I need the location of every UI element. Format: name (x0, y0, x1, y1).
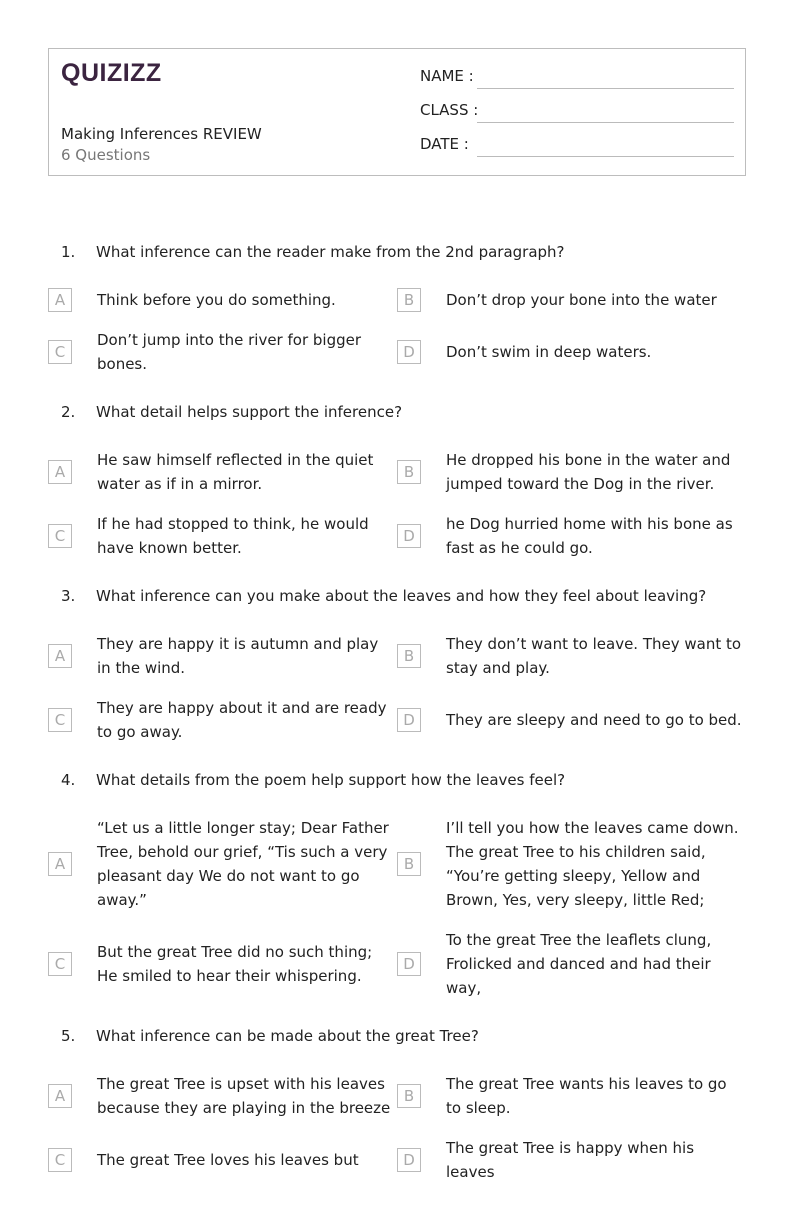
option-row (48, 816, 746, 912)
option-letter-box: C (48, 952, 72, 976)
option-text: He dropped his bone in the water and jumped toward the Dog in the river. (446, 451, 731, 493)
option-row (48, 696, 746, 744)
option-letter-box: B (397, 852, 421, 876)
option-row (48, 288, 746, 312)
date-field[interactable] (420, 135, 734, 157)
answer-option[interactable] (48, 448, 397, 496)
option-letter-box: B (397, 644, 421, 668)
name-field[interactable] (420, 67, 734, 89)
option-letter-box: B (397, 1084, 421, 1108)
worksheet-title: Making Inferences REVIEW (61, 125, 262, 143)
option-letter-box: A (48, 1084, 72, 1108)
question (48, 1024, 746, 1048)
option-row (48, 448, 746, 496)
option-letter-box: A (48, 288, 72, 312)
date-line (477, 156, 734, 157)
question (48, 768, 746, 792)
answer-option[interactable] (397, 448, 746, 496)
option-letter-box: D (397, 524, 421, 548)
date-label: DATE : (420, 135, 469, 153)
question-count: 6 Questions (61, 146, 151, 164)
option-row (48, 928, 746, 1000)
question-number: 1. (61, 243, 76, 261)
option-text: The great Tree loves his leaves but (97, 1151, 359, 1169)
option-text: The great Tree is upset with his leaves because they are playing in the breeze (97, 1075, 391, 1117)
answer-option[interactable] (48, 928, 397, 1000)
option-row (48, 1072, 746, 1120)
option-letter-box: B (397, 288, 421, 312)
answer-option[interactable] (397, 1072, 746, 1120)
quizizz-logo: QUIZIZZ (61, 59, 162, 87)
name-label: NAME : (420, 67, 474, 85)
option-letter-box: C (48, 340, 72, 364)
question-text: What inference can you make about the leaves and how they feel about leaving? (96, 587, 707, 605)
option-text: But the great Tree did no such thing; He smiled to hear their whispering. (97, 943, 373, 985)
option-text: Don’t swim in deep waters. (446, 343, 652, 361)
option-text: They don’t want to leave. They want to stay and play. (446, 635, 742, 677)
option-text: he Dog hurried home with his bone as fast as he could go. (446, 515, 733, 557)
question-text: What detail helps support the inference? (96, 403, 403, 421)
option-row (48, 1136, 746, 1184)
question-text: What inference can the reader make from the 2nd paragraph? (96, 243, 565, 261)
question-list (48, 240, 746, 1208)
question (48, 240, 746, 264)
option-text: They are happy it is autumn and play in the wind. (97, 635, 379, 677)
answer-option[interactable] (48, 288, 397, 312)
answer-option[interactable] (48, 816, 397, 912)
option-letter-box: A (48, 644, 72, 668)
option-letter-box: D (397, 1148, 421, 1172)
answer-option[interactable] (397, 1136, 746, 1184)
option-text: Think before you do something. (97, 291, 336, 309)
answer-option[interactable] (397, 816, 746, 912)
question-text: What details from the poem help support how the leaves feel? (96, 771, 566, 789)
answer-option[interactable] (397, 928, 746, 1000)
option-text: Don’t drop your bone into the water (446, 291, 717, 309)
option-letter-box: D (397, 708, 421, 732)
option-text: If he had stopped to think, he would have known better. (97, 515, 369, 557)
answer-option[interactable] (48, 696, 397, 744)
option-text: The great Tree wants his leaves to go to sleep. (446, 1075, 727, 1117)
question-number: 4. (61, 771, 76, 789)
answer-option[interactable] (48, 328, 397, 376)
option-letter-box: A (48, 852, 72, 876)
question-number: 5. (61, 1027, 76, 1045)
answer-option[interactable] (397, 512, 746, 560)
answer-option[interactable] (48, 1136, 397, 1184)
answer-option[interactable] (48, 632, 397, 680)
option-text: “Let us a little longer stay; Dear Father Tree, behold our grief, “Tis such a very pleasant day We do not want to go away.” (97, 819, 389, 909)
option-letter-box: C (48, 708, 72, 732)
option-text: To the great Tree the leaflets clung, Frolicked and danced and had their way, (446, 931, 712, 997)
option-row (48, 328, 746, 376)
question (48, 400, 746, 424)
option-text: They are happy about it and are ready to go away. (97, 699, 387, 741)
option-letter-box: A (48, 460, 72, 484)
question-number: 3. (61, 587, 76, 605)
option-row (48, 512, 746, 560)
answer-option[interactable] (397, 696, 746, 744)
option-letter-box: D (397, 340, 421, 364)
worksheet-header (48, 48, 746, 176)
option-text: Don’t jump into the river for bigger bones. (97, 331, 362, 373)
question-text: What inference can be made about the great Tree? (96, 1027, 479, 1045)
answer-option[interactable] (397, 632, 746, 680)
class-line (477, 122, 734, 123)
answer-option[interactable] (48, 512, 397, 560)
answer-option[interactable] (397, 328, 746, 376)
option-text: The great Tree is happy when his leaves (446, 1139, 695, 1181)
option-letter-box: B (397, 460, 421, 484)
name-line (477, 88, 734, 89)
class-label: CLASS : (420, 101, 479, 119)
answer-option[interactable] (48, 1072, 397, 1120)
question (48, 584, 746, 608)
option-text: I’ll tell you how the leaves came down. The great Tree to his children said, “You’re getting sleepy, Yellow and Brown, Yes, very sleepy, little Red; (446, 819, 739, 909)
option-row (48, 632, 746, 680)
class-field[interactable] (420, 101, 734, 123)
option-letter-box: C (48, 524, 72, 548)
option-letter-box: C (48, 1148, 72, 1172)
question-number: 2. (61, 403, 76, 421)
answer-option[interactable] (397, 288, 746, 312)
option-letter-box: D (397, 952, 421, 976)
option-text: They are sleepy and need to go to bed. (446, 711, 742, 729)
option-text: He saw himself reflected in the quiet water as if in a mirror. (97, 451, 374, 493)
